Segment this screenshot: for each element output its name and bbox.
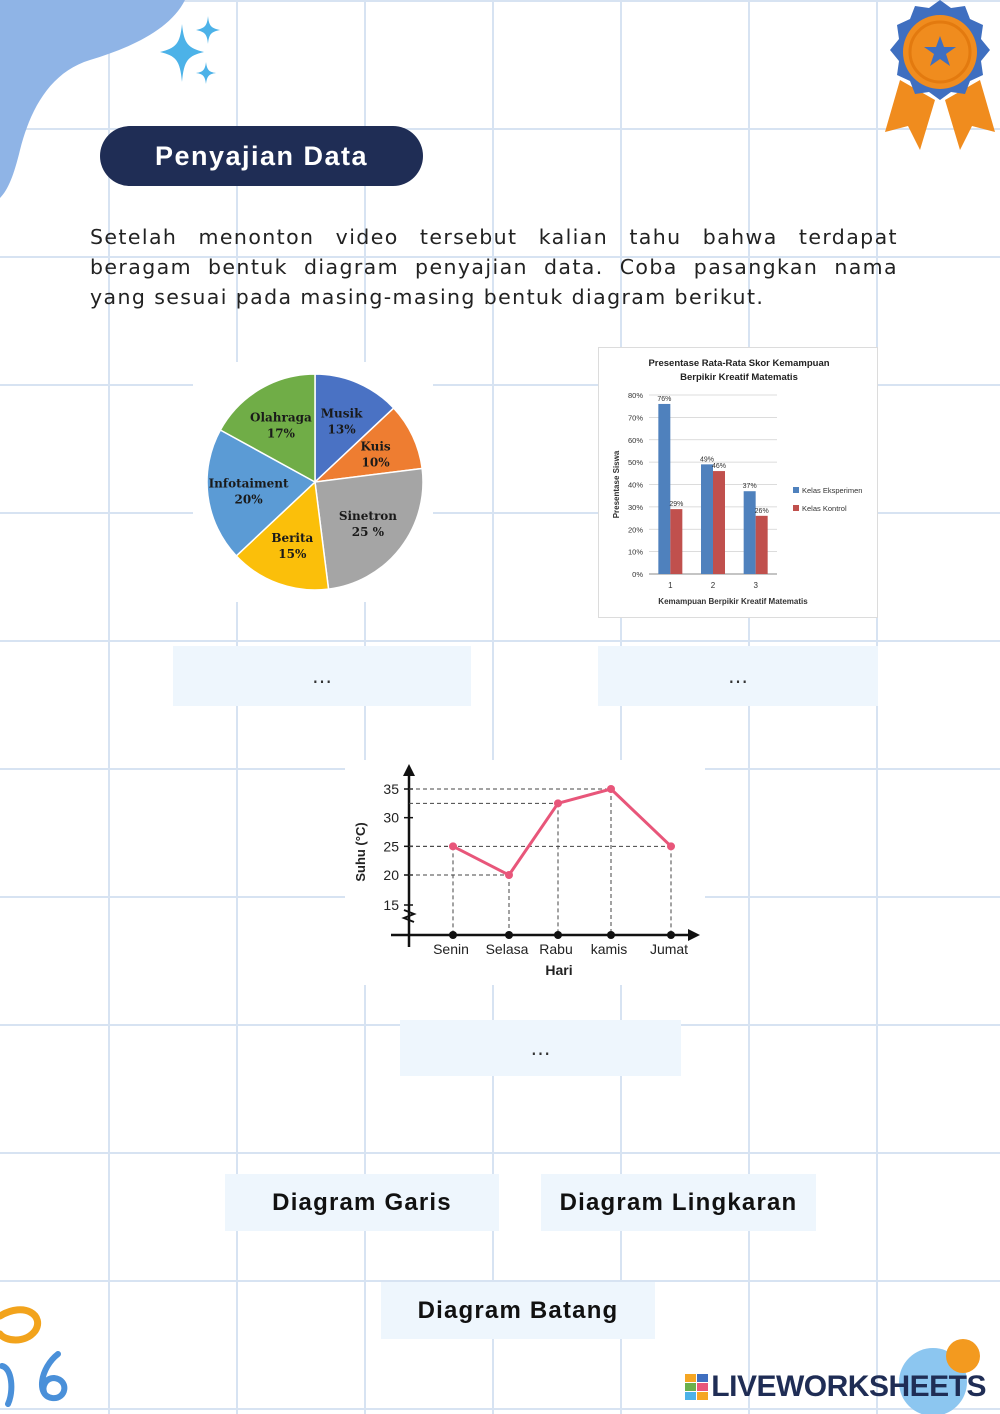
line-point <box>667 842 675 850</box>
line-answer-placeholder: … <box>530 1036 551 1060</box>
choice-diagram-lingkaran[interactable]: Diagram Lingkaran <box>541 1174 816 1231</box>
line-y-axis-label: Suhu (°C) <box>353 822 368 882</box>
line-x-arrow <box>688 929 700 941</box>
line-y-arrow <box>403 764 415 776</box>
bar-ytick-label: 20% <box>627 525 643 535</box>
bar-x-axis-label: Kemampuan Berpikir Kreatif Matematis <box>658 597 808 606</box>
bar-data-label: 29% <box>669 501 684 509</box>
bar-kontrol <box>713 471 725 574</box>
bar-eksperimen <box>658 404 670 574</box>
pie-value-label: 13% <box>327 422 356 437</box>
pie-value-label: 15% <box>278 547 307 562</box>
bar-kontrol <box>756 516 768 574</box>
line-xtick-label: Senin <box>433 941 469 957</box>
pie-label: Olahraga <box>250 410 312 425</box>
pie-label: Berita <box>271 531 314 546</box>
bar-chart-title: Presentase Rata-Rata Skor Kemampuan <box>648 358 830 369</box>
bar-data-label: 37% <box>742 483 757 491</box>
bar-kontrol <box>670 509 682 574</box>
bar-eksperimen <box>744 491 756 574</box>
line-x-dot <box>505 931 513 939</box>
bar-data-label: 46% <box>711 463 727 471</box>
bar-chart-panel <box>598 347 878 618</box>
intro-text: Setelah menonton video tersebut kalian tahu bahwa terdapat beragam bentuk diagram penyajian data. Coba pasangkan nama yang sesuai pada masing-masing bentuk diagram berikut. <box>90 225 898 309</box>
bar-y-axis-label: Presentase Siswa <box>612 450 621 519</box>
line-ytick-label: 15 <box>383 897 399 913</box>
pie-value-label: 10% <box>361 455 390 470</box>
bar-data-label: 26% <box>754 507 769 515</box>
bar-xtick-label: 3 <box>753 581 758 590</box>
bar-ytick-label: 70% <box>627 413 643 423</box>
legend-label: Kelas Eksperimen <box>802 486 863 495</box>
bar-ytick-label: 30% <box>627 502 643 512</box>
bar-xtick-label: 2 <box>710 581 716 590</box>
pie-value-label: 17% <box>266 426 295 441</box>
bar-ytick-label: 50% <box>627 458 643 468</box>
pie-label: Musik <box>320 406 363 421</box>
line-point <box>449 842 457 850</box>
legend-label: Kelas Kontrol <box>802 504 847 513</box>
bar-ytick-label: 0% <box>632 570 643 579</box>
bar-data-label: 76% <box>657 395 672 403</box>
bar-chart <box>599 348 879 619</box>
bar-answer-placeholder: … <box>728 664 748 688</box>
bar-data-label: 49% <box>699 456 715 464</box>
pie-answer-box[interactable] <box>173 646 471 706</box>
page-title: Penyajian Data <box>100 126 423 186</box>
pie-label: Sinetron <box>338 509 398 524</box>
line-chart-panel <box>345 760 705 985</box>
choice-diagram-garis[interactable]: Diagram Garis <box>225 1174 499 1231</box>
ribbon-badge-icon <box>880 0 1000 160</box>
bar-eksperimen <box>701 464 713 574</box>
line-x-axis-label: Hari <box>545 962 573 978</box>
pie-label: Infotaiment <box>208 476 289 491</box>
bar-ytick-label: 10% <box>627 547 643 557</box>
line-xtick-label: Rabu <box>539 941 573 957</box>
pie-chart <box>193 362 433 602</box>
bar-answer-box[interactable] <box>598 646 878 706</box>
axis-break <box>404 910 414 922</box>
line-chart <box>345 760 705 985</box>
line-xtick-label: Selasa <box>485 941 529 957</box>
liveworksheets-logo-icon <box>685 1374 709 1400</box>
line-point <box>607 785 615 793</box>
line-point <box>554 799 562 807</box>
legend-swatch <box>793 487 799 493</box>
bar-ytick-label: 40% <box>627 480 643 490</box>
bar-chart-title: Berpikir Kreatif Matematis <box>680 372 798 383</box>
sparkle-icon <box>160 16 230 91</box>
legend-swatch <box>793 505 799 511</box>
line-ytick-label: 20 <box>383 867 399 883</box>
liveworksheets-logo[interactable] <box>685 1370 986 1404</box>
pie-value-label: 25 % <box>351 525 385 540</box>
line-x-dot <box>449 931 457 939</box>
squiggle-icon <box>0 1296 90 1414</box>
line-point <box>505 871 513 879</box>
pie-chart-panel <box>193 362 433 602</box>
bar-ytick-label: 80% <box>627 391 643 400</box>
line-xtick-label: kamis <box>590 941 628 957</box>
choice-diagram-batang[interactable]: Diagram Batang <box>381 1282 655 1339</box>
line-x-dot <box>607 931 615 939</box>
line-series <box>453 789 671 875</box>
line-ytick-label: 25 <box>383 838 399 855</box>
pie-value-label: 20% <box>234 492 263 507</box>
line-x-dot <box>554 931 562 939</box>
pie-label: Kuis <box>360 439 391 454</box>
pie-answer-placeholder: … <box>312 664 332 688</box>
brand-text: LIVEWORKSHEETS <box>711 1370 986 1403</box>
line-xtick-label: Jumat <box>649 941 689 957</box>
line-x-dot <box>667 931 675 939</box>
line-ytick-label: 30 <box>383 809 399 826</box>
bar-ytick-label: 60% <box>627 435 643 445</box>
bar-xtick-label: 1 <box>668 581 673 590</box>
line-ytick-label: 35 <box>383 781 399 797</box>
line-answer-box[interactable] <box>400 1020 681 1076</box>
